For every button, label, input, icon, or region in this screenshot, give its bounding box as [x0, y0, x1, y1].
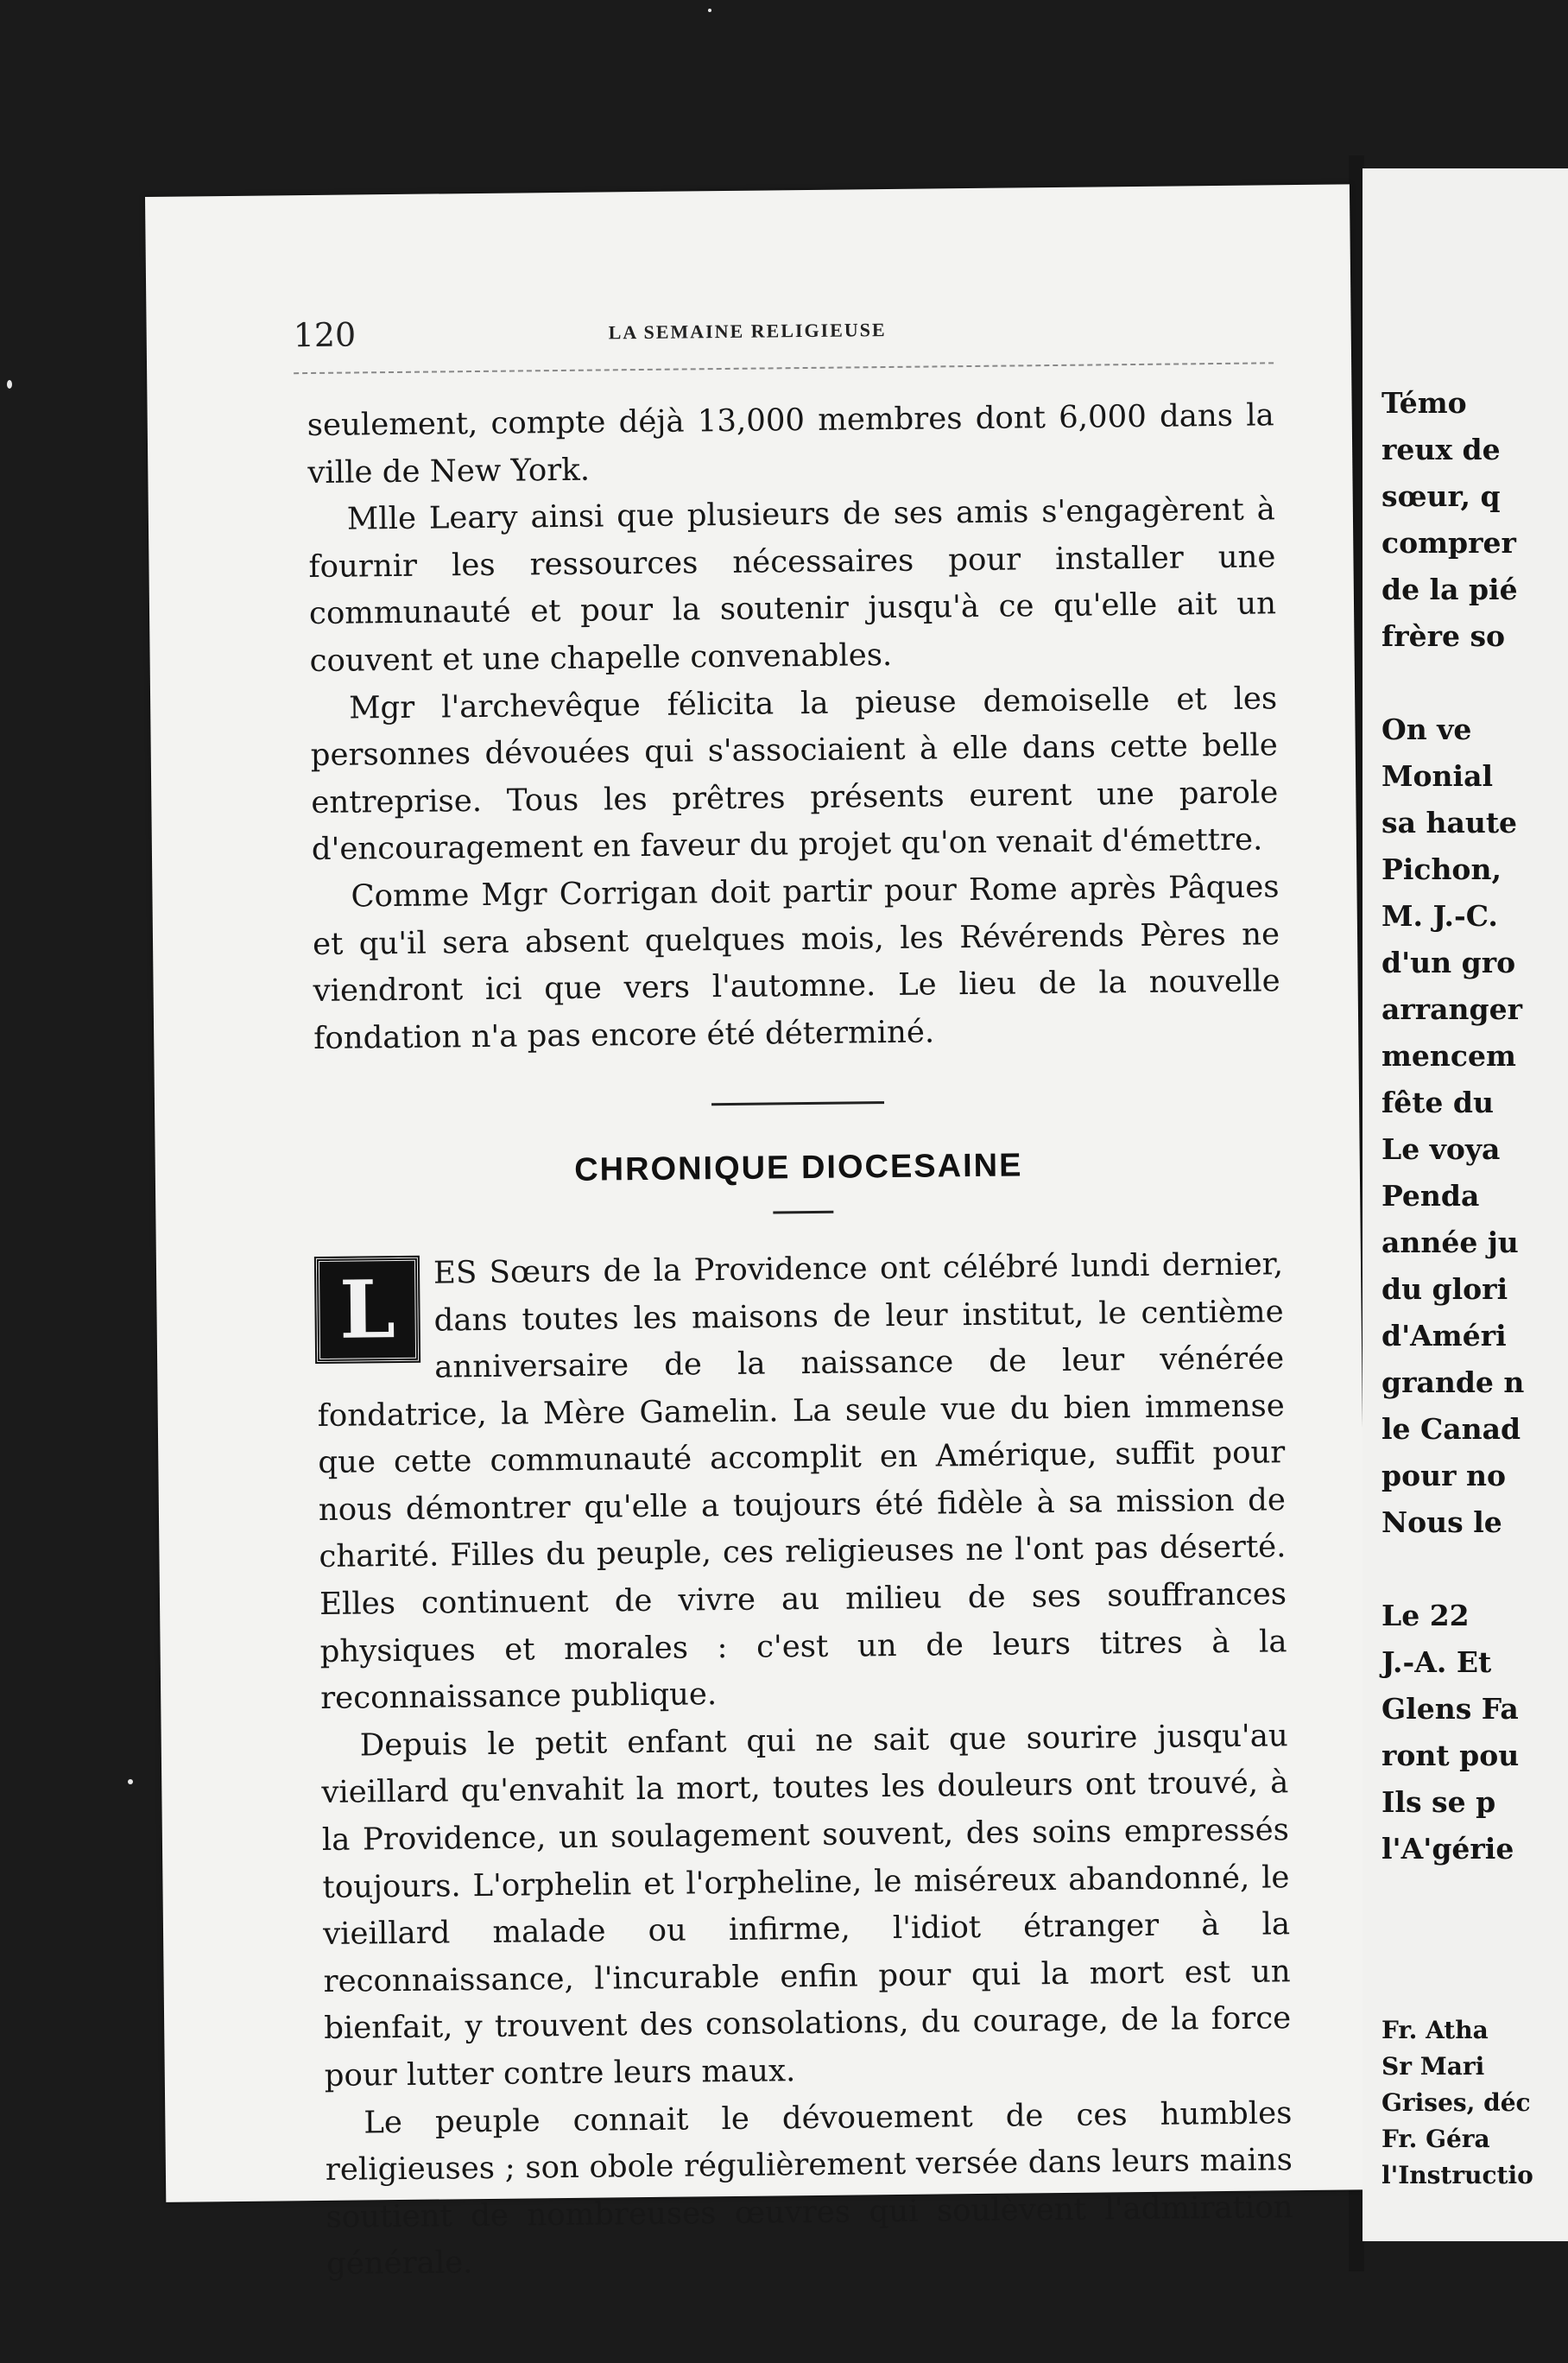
right-line: M. J.-C. [1381, 899, 1498, 933]
right-line: arranger [1381, 992, 1522, 1026]
paragraph: Mlle Leary ainsi que plusieurs de ses amis s'engagèrent à fournir les ressources nécessaires pour installer une communauté et pour la soutenir jusqu'à ce qu'elle ait un couvent et une chapelle convenables. [308, 491, 1277, 680]
right-line: fête du [1381, 1086, 1494, 1119]
right-line: Monial [1381, 759, 1493, 793]
page-number: 120 [293, 315, 357, 355]
article-body [307, 392, 1294, 2289]
right-line: Le 22 [1381, 1599, 1470, 1632]
paragraph: Depuis le petit enfant qui ne sait que sourire jusqu'au vieillard qu'envahit la mort, toutes les douleurs ont trouvé, à la Providence, un soulagement souvent, des soins empressés toujours. L'orphelin et l'orpheline, le miséreux abandonné, le vieillard malade ou infirme, l'idiot étranger à la reconnaissance, l'incurable enfin pour qui la mort est un bienfait, y trouvent des consolations, du courage, de la force pour lutter contre leurs maux. [321, 1718, 1292, 2094]
right-line: On ve [1381, 713, 1472, 746]
section-separator [711, 1101, 884, 1105]
right-line: Le voya [1381, 1132, 1501, 1166]
signatories [1381, 2012, 1533, 2189]
signer-line: Sr Mari [1381, 2052, 1485, 2081]
right-line: reux de [1381, 433, 1501, 466]
right-page-text [1381, 380, 1533, 2189]
drop-cap-initial: L [316, 1258, 419, 1362]
right-line: grande n [1381, 1365, 1525, 1399]
right-line: année ju [1381, 1226, 1519, 1259]
running-title: LA SEMAINE RELIGIEUSE [608, 319, 887, 344]
signer-line: Grises, déc [1381, 2088, 1531, 2117]
signer-line: l'Instructio [1381, 2161, 1533, 2189]
right-line: frère so [1381, 619, 1506, 653]
right-line: Pichon, [1381, 852, 1502, 886]
paragraph: Comme Mgr Corrigan doit partir pour Rome après Pâques et qu'il sera absent quelques mois, les Révérends Pères ne viendront ici que vers l'automne. Le lieu de la nouvelle fondation n'a pas encore été déterminé. [312, 869, 1280, 1056]
header-rule [294, 362, 1274, 374]
right-line: Glens Fa [1381, 1692, 1519, 1726]
film-speck [7, 380, 12, 389]
right-line: Penda [1381, 1179, 1480, 1213]
paragraph: Mgr l'archevêque félicita la pieuse demoiselle et les personnes dévouées qui s'associaient à elle dans cette belle entreprise. Tous les prêtres présents eurent une parole d'encouragement en faveur du projet qu'on venait d'émettre. [310, 680, 1279, 868]
blank-line [1381, 1919, 1533, 1966]
right-line: ront pou [1381, 1739, 1520, 1772]
right-line: pour no [1381, 1459, 1506, 1492]
blank-line [1381, 1872, 1533, 1919]
opening-paragraph [316, 1241, 1288, 1723]
right-line: d'un gro [1381, 946, 1516, 979]
left-page [145, 184, 1370, 2283]
right-line: Nous le [1381, 1505, 1502, 1539]
film-speck [128, 1779, 133, 1784]
right-line: comprer [1381, 526, 1516, 560]
blank-line [1381, 660, 1533, 706]
blank-line [1381, 1546, 1533, 1593]
right-line: de la pié [1381, 573, 1518, 606]
right-line: sœur, q [1381, 479, 1501, 513]
right-line: d'Améri [1381, 1319, 1507, 1353]
right-line: Témo [1381, 386, 1467, 420]
section-title: CHRONIQUE DIOCESAINE [573, 1147, 1023, 1189]
right-line: du glori [1381, 1272, 1508, 1306]
opening-paragraph-text: ES Sœurs de la Providence ont célébré lundi dernier, dans toutes les maisons de leur institut, le centième anniversaire de la naissance de leur vénérée fondatrice, la Mère Gamelin. La seule vue du bien immense que cette communauté accomplit en Amérique, suffit pour nous démontrer qu'elle a toujours été fidèle à sa mission de charité. Filles du peuple, ces religieuses ne l'ont pas déserté. Elles continuent de vivre au milieu de ses souffrances physiques et morales : c'est un de leurs titres à la reconnaissance publique. [317, 1246, 1287, 1717]
title-underline [773, 1211, 833, 1214]
right-line: le Canad [1381, 1412, 1521, 1446]
film-speck [708, 9, 711, 12]
right-line: Ils se p [1381, 1785, 1496, 1819]
signer-line: Fr. Géra [1381, 2125, 1490, 2153]
right-line: sa haute [1381, 806, 1518, 839]
right-line: mencem [1381, 1039, 1516, 1073]
blank-line [1381, 1966, 1533, 2012]
paragraph-continuation: seulement, compte déjà 13,000 membres dont 6,000 dans la ville de New York. [307, 397, 1274, 491]
right-line: l'A'gérie [1381, 1832, 1514, 1866]
signer-line: Fr. Atha [1381, 2016, 1489, 2044]
running-head [293, 306, 1286, 359]
right-line: J.-A. Et [1381, 1645, 1492, 1679]
paragraph: Le peuple connait le dévouement de ces humbles religieuses ; son obole régulièrement versée dans leurs mains soutient de nombreuses œuvres qui soulèvent l'admiration générale. [325, 2094, 1293, 2283]
